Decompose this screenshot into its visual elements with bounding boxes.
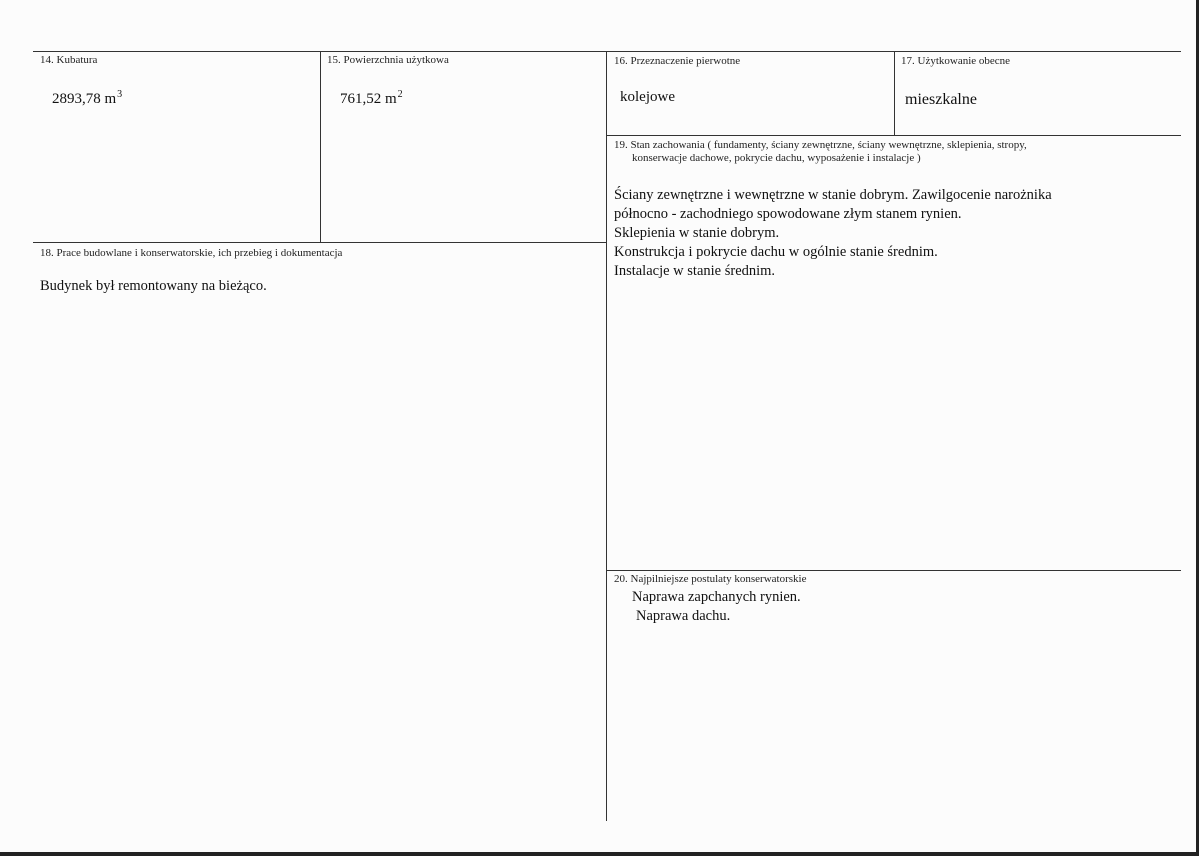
- rule-16-17-bottom: [607, 135, 1181, 136]
- rule-18-top: [33, 242, 607, 243]
- field-19-line: Sklepienia w stanie dobrym.: [614, 225, 780, 241]
- field-15-label: 15. Powierzchnia użytkowa: [327, 54, 449, 66]
- divider-14-15: [320, 51, 321, 242]
- field-15-value: [340, 85, 403, 109]
- field-19-line: Konstrukcja i pokrycie dachu w ogólnie stanie średnim.: [614, 244, 938, 260]
- field-19-line: północno - zachodniego spowodowane złym stanem rynien.: [614, 206, 962, 222]
- field-14-label: 14. Kubatura: [40, 54, 98, 66]
- field-18-value: Budynek był remontowany na bieżąco.: [40, 278, 267, 294]
- field-17-value: mieszkalne: [905, 91, 977, 108]
- field-19-label: [614, 139, 1174, 165]
- field-14-value-text: 2893,78 m: [52, 91, 117, 107]
- field-15-unit-exponent: 2: [397, 89, 403, 100]
- field-19-label-line2: konserwacje dachowe, pokrycie dachu, wyposażenie i instalacje ): [632, 152, 921, 164]
- field-20-line: Naprawa zapchanych rynien.: [632, 589, 801, 605]
- field-16-label: 16. Przeznaczenie pierwotne: [614, 55, 741, 67]
- field-14-value: [52, 85, 122, 109]
- field-14-unit-exponent: 3: [117, 89, 123, 100]
- rule-20-top: [607, 570, 1181, 571]
- field-16-value: kolejowe: [620, 89, 675, 105]
- divider-main: [606, 51, 607, 821]
- field-18-label: 18. Prace budowlane i konserwatorskie, ich przebieg i dokumentacja: [40, 247, 343, 259]
- top-rule: [33, 51, 1181, 52]
- field-19-content: [614, 186, 1052, 281]
- field-19-line: Instalacje w stanie średnim.: [614, 263, 776, 279]
- field-20-label: 20. Najpilniejsze postulaty konserwatorskie: [614, 573, 807, 585]
- field-15-value-text: 761,52 m: [340, 91, 397, 107]
- field-20-content: [632, 588, 801, 626]
- field-20-line: Naprawa dachu.: [636, 608, 731, 624]
- field-17-label: 17. Użytkowanie obecne: [901, 55, 1011, 67]
- field-19-line: Ściany zewnętrzne i wewnętrzne w stanie dobrym. Zawilgocenie narożnika: [614, 187, 1052, 203]
- field-19-label-line1: 19. Stan zachowania ( fundamenty, ściany zewnętrzne, ściany wewnętrzne, sklepienia, stropy,: [614, 139, 1027, 151]
- divider-16-17: [894, 51, 895, 135]
